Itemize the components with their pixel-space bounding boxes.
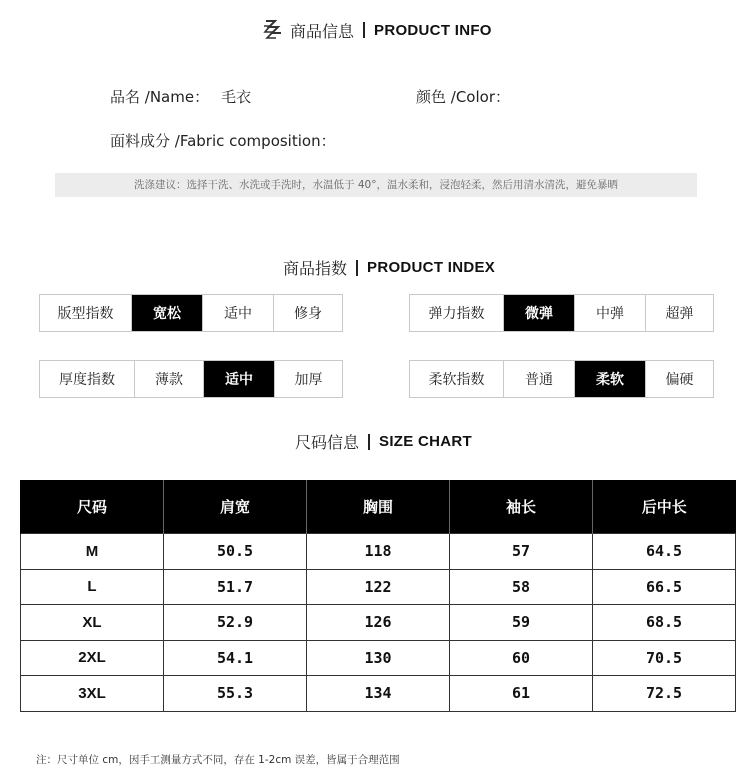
table-cell: L <box>21 569 164 605</box>
wash-instructions: 洗涤建议：选择干洗、水洗或手洗时，水温低于 40°，温水柔和，浸泡轻柔，然后用清水清洗，避免暴晒 <box>55 173 697 197</box>
table-row <box>21 605 736 641</box>
stacked-lines-logo-icon <box>262 18 282 42</box>
table-cell: 66.5 <box>593 569 736 605</box>
name-value: 毛衣 <box>221 88 252 106</box>
table-cell: 130 <box>307 640 450 676</box>
index-option-selected: 柔软 <box>574 361 645 397</box>
table-cell: 118 <box>307 534 450 570</box>
column-header: 袖长 <box>450 480 593 534</box>
heading-cn: 商品信息 <box>290 21 355 41</box>
index-option-selected: 宽松 <box>131 295 202 331</box>
index-fit <box>39 294 343 332</box>
heading-en: PRODUCT INDEX <box>367 259 496 276</box>
color-line <box>416 86 510 107</box>
table-cell: 3XL <box>21 676 164 712</box>
table-cell: M <box>21 534 164 570</box>
index-option: 偏硬 <box>645 361 713 397</box>
table-header-row <box>21 480 736 534</box>
product-index-heading <box>283 256 495 279</box>
column-header: 尺码 <box>21 480 164 534</box>
index-option: 中弹 <box>574 295 645 331</box>
heading-divider <box>368 434 370 450</box>
index-softness <box>409 360 714 398</box>
table-row <box>21 676 736 712</box>
heading-divider <box>356 260 358 276</box>
table-cell: 52.9 <box>164 605 307 641</box>
index-option-selected: 微弹 <box>503 295 574 331</box>
index-option: 普通 <box>503 361 574 397</box>
table-cell: 57 <box>450 534 593 570</box>
index-option-selected: 适中 <box>203 361 274 397</box>
heading-divider <box>363 22 365 38</box>
size-note: 注：尺寸单位 cm，因手工测量方式不同，存在 1-2cm 误差，皆属于合理范围 <box>36 754 400 766</box>
table-cell: 64.5 <box>593 534 736 570</box>
table-cell: 51.7 <box>164 569 307 605</box>
table-cell: 126 <box>307 605 450 641</box>
column-header: 肩宽 <box>164 480 307 534</box>
table-cell: 70.5 <box>593 640 736 676</box>
table-cell: 54.1 <box>164 640 307 676</box>
index-label: 弹力指数 <box>428 306 485 322</box>
size-table <box>20 480 736 712</box>
table-row <box>21 640 736 676</box>
table-row <box>21 534 736 570</box>
column-header: 胸围 <box>307 480 450 534</box>
table-cell: 58 <box>450 569 593 605</box>
table-cell: 68.5 <box>593 605 736 641</box>
fabric-label: 面料成分 /Fabric composition： <box>110 132 336 150</box>
table-cell: 2XL <box>21 640 164 676</box>
table-cell: 134 <box>307 676 450 712</box>
index-elasticity <box>409 294 714 332</box>
index-option: 薄款 <box>134 361 203 397</box>
table-cell: 72.5 <box>593 676 736 712</box>
table-cell: XL <box>21 605 164 641</box>
column-header: 后中长 <box>593 480 736 534</box>
name-line <box>110 86 251 107</box>
table-cell: 61 <box>450 676 593 712</box>
index-option: 适中 <box>202 295 273 331</box>
size-chart-heading <box>295 430 472 453</box>
heading-cn: 商品指数 <box>283 259 348 278</box>
index-label: 柔软指数 <box>428 372 485 388</box>
product-info-heading <box>262 18 492 42</box>
index-option: 超弹 <box>645 295 713 331</box>
table-cell: 60 <box>450 640 593 676</box>
index-option: 加厚 <box>274 361 342 397</box>
index-label: 厚度指数 <box>59 372 115 388</box>
heading-cn: 尺码信息 <box>295 433 360 452</box>
index-label: 版型指数 <box>57 306 114 322</box>
heading-en: PRODUCT INFO <box>374 21 492 39</box>
table-cell: 55.3 <box>164 676 307 712</box>
fabric-line <box>110 130 336 151</box>
color-label: 颜色 /Color： <box>416 88 510 106</box>
table-cell: 50.5 <box>164 534 307 570</box>
index-option: 修身 <box>273 295 342 331</box>
table-cell: 122 <box>307 569 450 605</box>
index-thickness <box>39 360 343 398</box>
heading-en: SIZE CHART <box>379 433 473 450</box>
name-label: 品名 /Name： <box>110 88 210 106</box>
table-cell: 59 <box>450 605 593 641</box>
table-row <box>21 569 736 605</box>
